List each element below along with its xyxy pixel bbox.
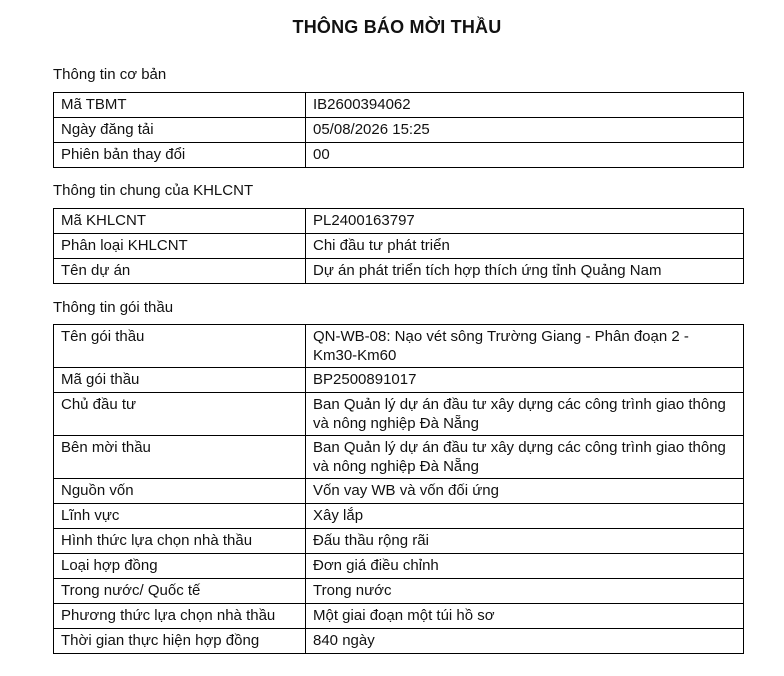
row-value: PL2400163797 <box>306 209 744 234</box>
table-row <box>54 529 744 554</box>
row-value: IB2600394062 <box>306 93 744 118</box>
table-row <box>54 93 744 118</box>
table-row <box>54 234 744 259</box>
table-row <box>54 579 744 604</box>
row-value: 05/08/2026 15:25 <box>306 118 744 143</box>
row-label: Thời gian thực hiện hợp đồng <box>54 629 306 654</box>
section-heading-package-info: Thông tin gói thầu <box>53 299 174 316</box>
table-row <box>54 554 744 579</box>
package-info-table <box>53 324 744 654</box>
row-label: Nguồn vốn <box>54 479 306 504</box>
section-heading-general-info: Thông tin chung của KHLCNT <box>53 182 254 199</box>
row-value: QN-WB-08: Nạo vét sông Trường Giang - Phân đoạn 2 - Km30-Km60 <box>306 325 744 368</box>
table-row <box>54 368 744 393</box>
row-value: Đơn giá điều chỉnh <box>306 554 744 579</box>
row-value: Đấu thầu rộng rãi <box>306 529 744 554</box>
row-label: Hình thức lựa chọn nhà thầu <box>54 529 306 554</box>
row-label: Mã KHLCNT <box>54 209 306 234</box>
row-label: Mã gói thầu <box>54 368 306 393</box>
row-value: BP2500891017 <box>306 368 744 393</box>
row-value: Một giai đoạn một túi hồ sơ <box>306 604 744 629</box>
table-row <box>54 629 744 654</box>
table-row <box>54 604 744 629</box>
table-row <box>54 479 744 504</box>
table-row <box>54 209 744 234</box>
general-info-table <box>53 208 744 284</box>
section-heading-basic-info: Thông tin cơ bản <box>53 66 167 83</box>
row-label: Phân loại KHLCNT <box>54 234 306 259</box>
row-label: Tên dự án <box>54 259 306 284</box>
table-row <box>54 118 744 143</box>
row-label: Lĩnh vực <box>54 504 306 529</box>
table-row <box>54 504 744 529</box>
row-label: Mã TBMT <box>54 93 306 118</box>
row-label: Trong nước/ Quốc tế <box>54 579 306 604</box>
row-value: Dự án phát triển tích hợp thích ứng tỉnh Quảng Nam <box>306 259 744 284</box>
table-row <box>54 393 744 436</box>
row-label: Phương thức lựa chọn nhà thầu <box>54 604 306 629</box>
document-title: THÔNG BÁO MỜI THẦU <box>292 17 502 37</box>
table-row <box>54 325 744 368</box>
row-value: Ban Quản lý dự án đầu tư xây dựng các công trình giao thông và nông nghiệp Đà Nẵng <box>306 393 744 436</box>
row-label: Loại hợp đồng <box>54 554 306 579</box>
row-value: 840 ngày <box>306 629 744 654</box>
row-label: Phiên bản thay đổi <box>54 143 306 168</box>
row-label: Ngày đăng tải <box>54 118 306 143</box>
table-row <box>54 143 744 168</box>
row-value: Ban Quản lý dự án đầu tư xây dựng các công trình giao thông và nông nghiệp Đà Nẵng <box>306 436 744 479</box>
row-value: 00 <box>306 143 744 168</box>
basic-info-table <box>53 92 744 168</box>
table-row <box>54 436 744 479</box>
row-label: Bên mời thầu <box>54 436 306 479</box>
row-value: Vốn vay WB và vốn đối ứng <box>306 479 744 504</box>
row-value: Chi đầu tư phát triển <box>306 234 744 259</box>
row-label: Chủ đầu tư <box>54 393 306 436</box>
table-row <box>54 259 744 284</box>
row-label: Tên gói thầu <box>54 325 306 368</box>
row-value: Trong nước <box>306 579 744 604</box>
row-value: Xây lắp <box>306 504 744 529</box>
